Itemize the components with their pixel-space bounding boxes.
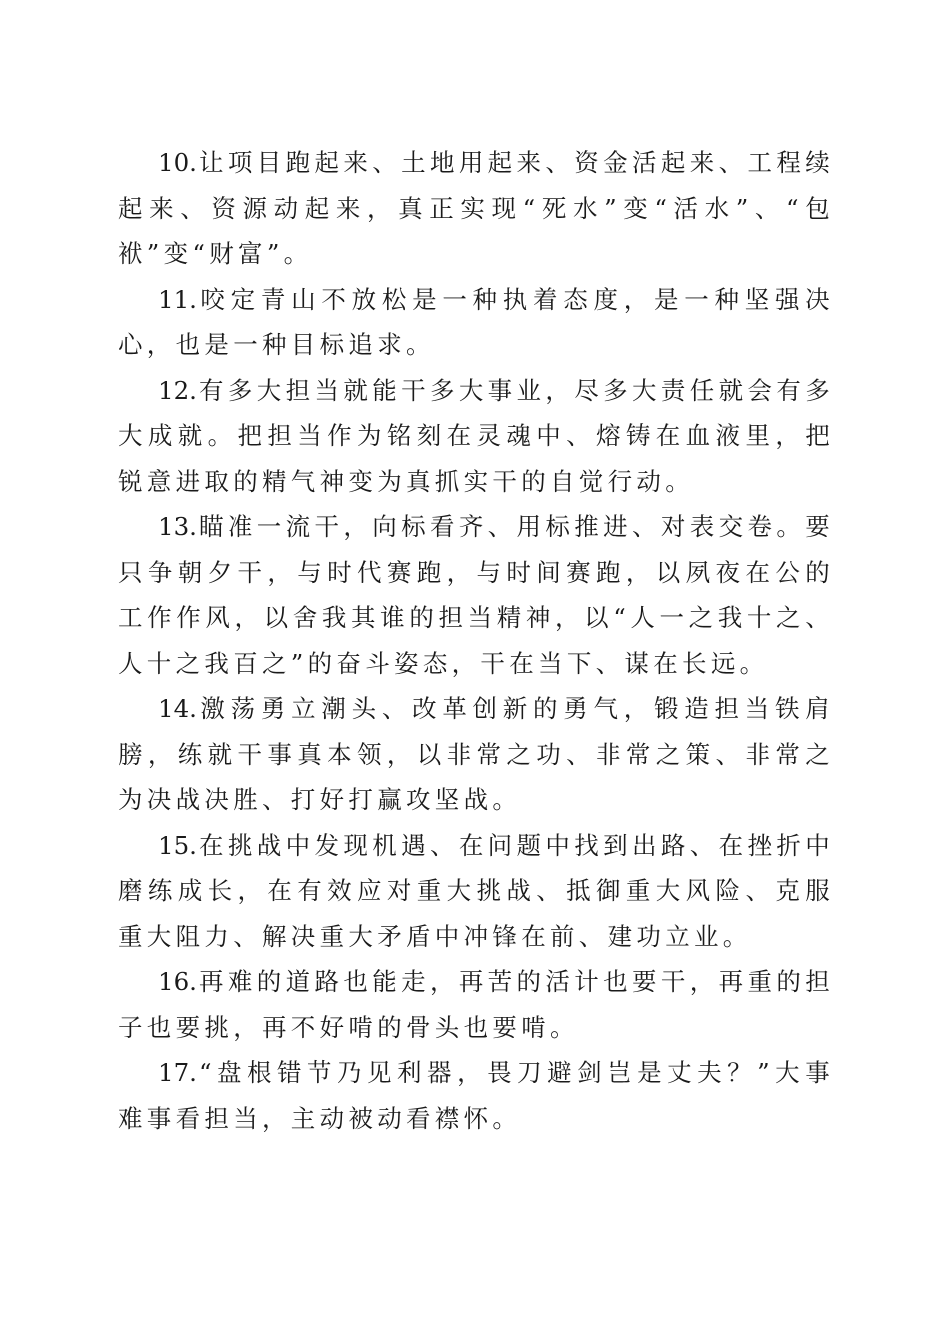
paragraph-text: 在挑战中发现机遇、在问题中找到出路、在挫折中磨练成长，在有效应对重大挑战、抵御重大风险、克服重大阻力、解决重大矛盾中冲锋在前、建功立业。 — [118, 830, 834, 951]
paragraph-10 — [118, 140, 834, 277]
paragraph-number: 14. — [158, 694, 197, 723]
document-body — [118, 140, 834, 1141]
paragraph-text: 有多大担当就能干多大事业，尽多大责任就会有多大成就。把担当作为铭刻在灵魂中、熔铸在血液里，把锐意进取的精气神变为真抓实干的自觉行动。 — [118, 375, 834, 496]
paragraph-text: 咬定青山不放松是一种执着态度，是一种坚强决心，也是一种目标追求。 — [118, 284, 834, 359]
paragraph-number: 17. — [158, 1058, 197, 1087]
paragraph-number: 15. — [158, 830, 197, 860]
paragraph-number: 12. — [158, 375, 197, 405]
paragraph-15 — [118, 823, 834, 960]
paragraph-text: 再难的道路也能走，再苦的活计也要干，再重的担子也要挑，再不好啃的骨头也要啃。 — [118, 967, 834, 1042]
paragraph-11 — [118, 277, 834, 368]
paragraph-number: 16. — [158, 967, 197, 996]
paragraph-number: 10. — [158, 148, 197, 177]
paragraph-text: 激荡勇立潮头、改革创新的勇气，锻造担当铁肩膀，练就干事真本领，以非常之功、非常之策、非常之为决战决胜、打好打赢攻坚战。 — [118, 694, 834, 814]
paragraph-text: 瞄准一流干，向标看齐、用标推进、对表交卷。要只争朝夕干，与时代赛跑，与时间赛跑，以夙夜在公的工作作风，以舍我其谁的担当精神，以“人一之我十之、人十之我百之”的奋斗姿态，干在当下、谋在长远。 — [118, 512, 834, 678]
paragraph-number: 11. — [158, 284, 197, 314]
paragraph-14 — [118, 686, 834, 823]
paragraph-13 — [118, 504, 834, 686]
paragraph-number: 13. — [158, 512, 197, 541]
paragraph-12 — [118, 368, 834, 505]
paragraph-16 — [118, 959, 834, 1050]
paragraph-text: 让项目跑起来、土地用起来、资金活起来、工程续起来、资源动起来，真正实现“死水”变“活水”、“包袱”变“财富”。 — [118, 148, 834, 268]
paragraph-17 — [118, 1050, 834, 1141]
paragraph-text: “盘根错节乃见利器，畏刀避剑岂是丈夫？”大事难事看担当，主动被动看襟怀。 — [118, 1058, 834, 1133]
